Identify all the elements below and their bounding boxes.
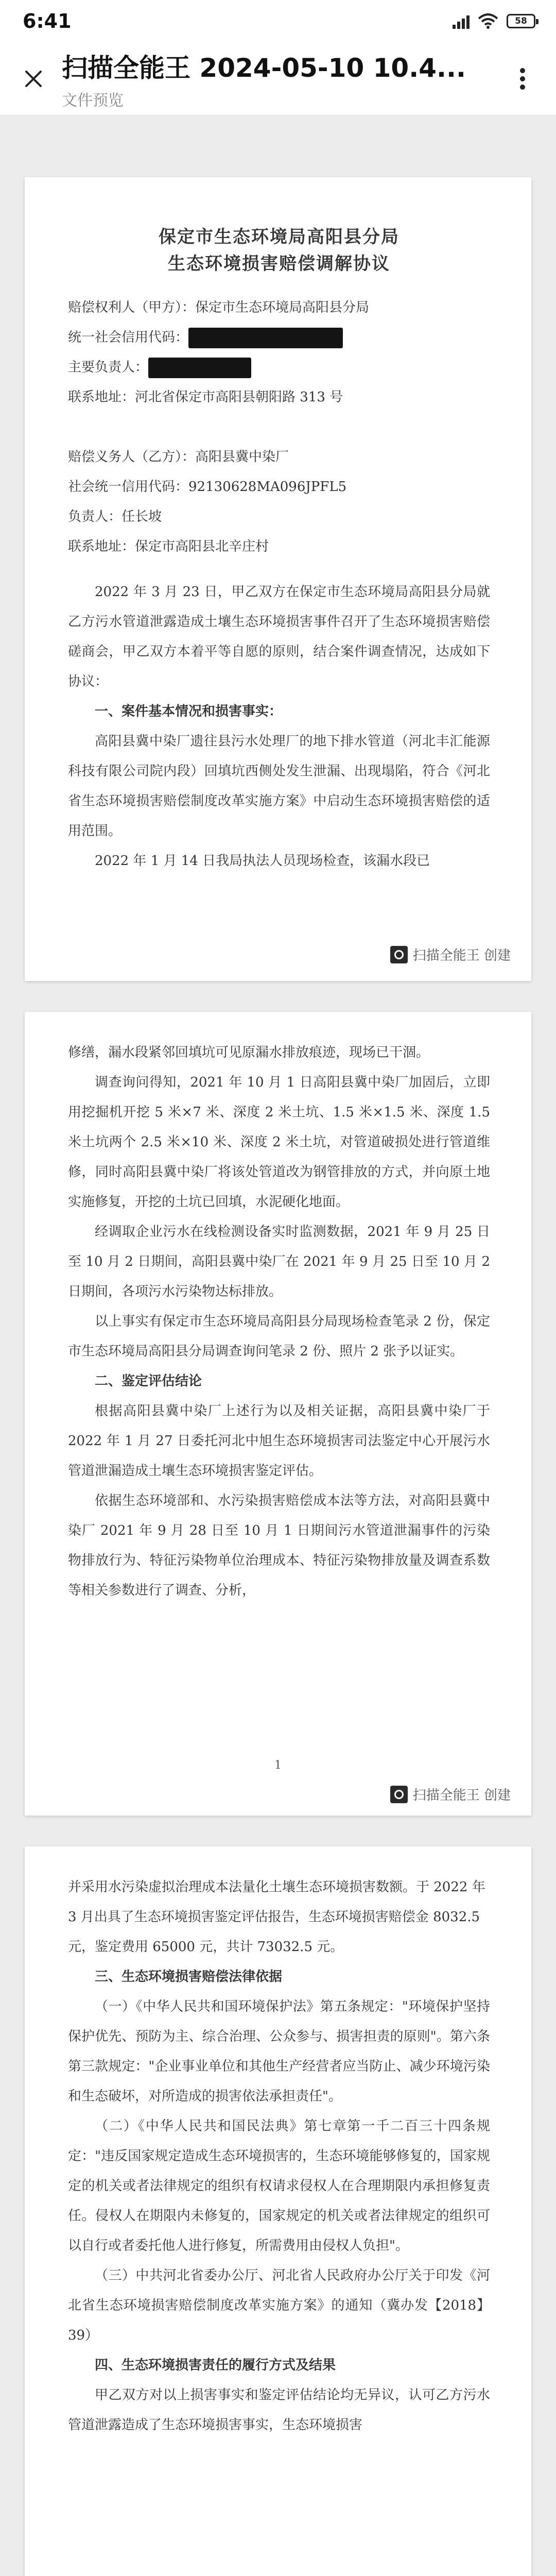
blank-line — [68, 412, 490, 442]
redaction-mark — [148, 358, 251, 378]
close-icon — [23, 69, 44, 89]
document-title-line-1: 保定市生态环境局高阳县分局 — [159, 227, 399, 247]
app-title: 扫描全能王 2024-05-10 10.4... — [62, 53, 466, 83]
page-number: 1 — [274, 1759, 282, 1772]
page-3-content — [68, 1872, 490, 2440]
section-heading: 四、生态环境损害责任的履行方式及结果 — [95, 2358, 336, 2373]
party-b-head: 负责人：任长坡 — [68, 509, 162, 524]
watermark-text: 扫描全能王 创建 — [412, 948, 511, 963]
body-paragraph: 修缮，漏水段紧邻回填坑可见原漏水排放痕迹，现场已干涸。 — [68, 1045, 430, 1060]
intro-paragraph: 2022 年 3 月 23 日，甲乙双方在保定市生态环境局高阳县分局就乙方污水管道泄露造成土壤生态环境损害事件召开了生态环境损害赔偿磋商会，甲乙双方本着平等自愿的原则，结合案件调查情况，达成如下协议： — [68, 584, 490, 689]
party-b-name: 赔偿义务人（乙方）：高阳县冀中染厂 — [68, 449, 289, 465]
status-icons — [453, 13, 535, 29]
body-paragraph: （二）《中华人民共和国民法典》第七章第一千二百三十四条规定："违反国家规定造成生态环境损害的，生态环境能够修复的，国家规定的机关或者法律规定的组织有权请求侵权人在合理期限内承担修复责任。侵权人在期限内未修复的，国家规定的机关或者法律规定的组织可以自行或者委托他人进行修复，所需费用由侵权人负担"。 — [68, 2119, 490, 2253]
scanner-logo-icon — [390, 1786, 408, 1803]
party-a-head-label: 主要负责人： — [68, 360, 149, 375]
party-b-credit-code: 社会统一信用代码：92130628MA096JPFL5 — [68, 479, 347, 495]
body-paragraph: （一）《中华人民共和国环境保护法》第五条规定："环境保护坚持保护优先、预防为主、综合治理、公众参与、损害担责的原则"。第六条第三款规定："企业事业单位和其他生产经营者应当防止、减少环境污染和生态破坏，对所造成的损害依法承担责任"。 — [68, 1999, 490, 2104]
party-a-head — [68, 352, 490, 382]
body-paragraph: 经调取企业污水在线检测设备实时监测数据，2021 年 9 月 25 日至 10 月 2 日期间，高阳县冀中染厂在 2021 年 9 月 25 日至 10 月 2 日期间，各项污水污染物达标排放。 — [68, 1224, 490, 1299]
scanner-logo-icon — [390, 946, 408, 963]
body-paragraph: 2022 年 1 月 14 日我局执法人员现场检查，该漏水段已 — [95, 853, 430, 869]
redaction-mark — [188, 328, 343, 348]
document-page-1 — [25, 177, 531, 981]
scanner-watermark — [390, 945, 511, 964]
party-a-address: 联系地址：河北省保定市高阳县朝阳路 313 号 — [68, 389, 343, 405]
page-2-content — [68, 1038, 490, 1605]
app-bar — [0, 42, 556, 115]
body-paragraph: 调查询问得知，2021 年 10 月 1 日高阳县冀中染厂加固后，立即用挖掘机开挖 5 米×7 米、深度 2 米土坑、1.5 米×1.5 米、深度 1.5 米土坑两个 2.5 米×10 米、深度 2 米土坑，对管道破损处进行管道维修，同时高阳县冀中染厂将该处管道改为钢管排放的方式，并向原土地实施修复，开挖的土坑已回填，水泥硬化地面。 — [68, 1075, 490, 1210]
signal-icon — [453, 13, 470, 29]
document-viewer[interactable] — [0, 115, 556, 2576]
party-a-credit-code-label: 统一社会信用代码： — [68, 330, 189, 345]
battery-icon — [507, 14, 535, 28]
body-paragraph: 并采用水污染虚拟治理成本法量化土壤生态环境损害数额。于 2022 年 3 月出具了生态环境损害鉴定评估报告，生态环境损害赔偿金 8032.5 元，鉴定费用 65000 元，共计 73032.5 元。 — [68, 1879, 485, 1955]
party-a-name: 赔偿权利人（甲方）：保定市生态环境局高阳县分局 — [68, 300, 370, 315]
more-icon — [519, 67, 526, 90]
wifi-icon — [478, 13, 498, 29]
document-page-2 — [25, 1012, 531, 1816]
section-heading: 一、案件基本情况和损害事实： — [95, 704, 283, 719]
document-page-3 — [25, 1846, 531, 2576]
body-paragraph: 根据高阳县冀中染厂上述行为以及相关证据，高阳县冀中染厂于 2022 年 1 月 27 日委托河北中旭生态环境损害司法鉴定中心开展污水管道泄漏造成土壤生态环境损害鉴定评估。 — [68, 1403, 490, 1479]
document-title-line-2: 生态环境损害赔偿调解协议 — [168, 253, 390, 274]
body-paragraph: 以上事实有保定市生态环境局高阳县分局现场检查笔录 2 份，保定市生态环境局高阳县分局调查询问笔录 2 份、照片 2 张予以证实。 — [68, 1314, 490, 1359]
watermark-text: 扫描全能王 创建 — [412, 1788, 511, 1803]
scanner-watermark — [390, 1785, 511, 1804]
page-1-content — [68, 224, 490, 876]
battery-level: 58 — [515, 16, 527, 26]
party-b-address: 联系地址：保定市高阳县北辛庄村 — [68, 539, 269, 554]
status-time: 6:41 — [23, 10, 72, 32]
status-bar — [0, 0, 556, 42]
close-button[interactable] — [15, 61, 51, 97]
party-a-credit-code — [68, 323, 490, 352]
more-button[interactable] — [505, 61, 541, 97]
section-heading: 三、生态环境损害赔偿法律依据 — [95, 1969, 283, 1985]
app-subtitle: 文件预览 — [62, 91, 124, 110]
body-paragraph: 甲乙双方对以上损害事实和鉴定评估结论均无异议，认可乙方污水管道泄露造成了生态环境损害事实，生态环境损害 — [68, 2387, 490, 2433]
body-paragraph: （三）中共河北省委办公厅、河北省人民政府办公厅关于印发《河北省生态环境损害赔偿制度改革实施方案》的通知（冀办发【2018】39） — [68, 2268, 490, 2343]
title-wrap — [62, 47, 505, 110]
body-paragraph: 依据生态环境部和、水污染损害赔偿成本法等方法，对高阳县冀中染厂 2021 年 9 月 28 日至 10 月 1 日期间污水管道泄漏事件的污染物排放行为、特征污染物单位治理成本、特征污染物排放量及调查系数等相关参数进行了调查、分析， — [68, 1493, 490, 1598]
section-heading: 二、鉴定评估结论 — [95, 1374, 202, 1389]
body-paragraph: 高阳县冀中染厂遗往县污水处理厂的地下排水管道（河北丰汇能源科技有限公司院内段）回填坑西侧处发生泄漏、出现塌陷，符合《河北省生态环境损害赔偿制度改革实施方案》中启动生态环境损害赔偿的适用范围。 — [68, 734, 490, 839]
